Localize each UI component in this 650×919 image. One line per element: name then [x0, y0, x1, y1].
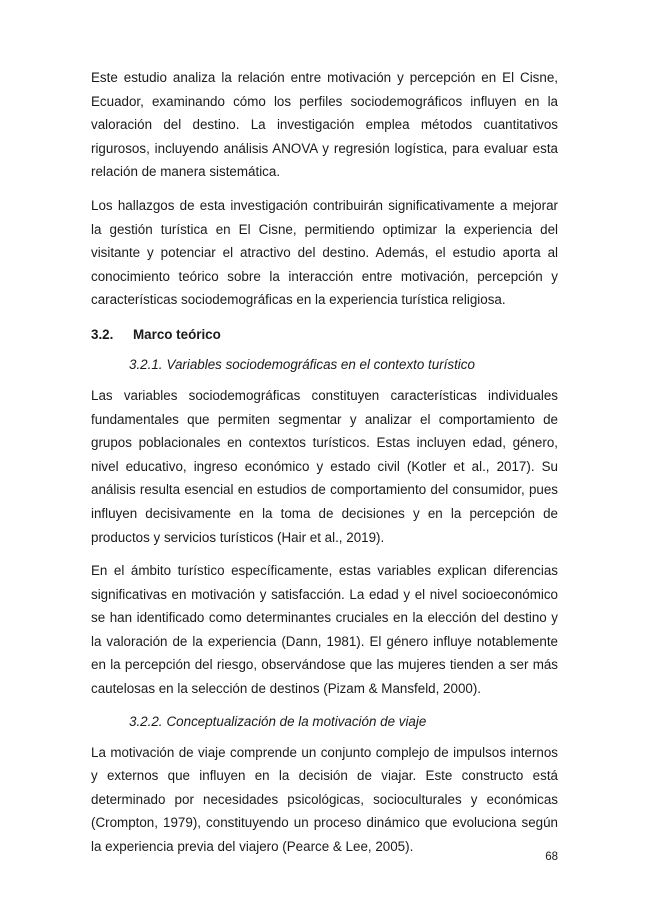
subsection-title: Variables sociodemográficas en el contexto turístico: [166, 356, 475, 372]
subsection-heading-1: [129, 354, 558, 376]
document-body: [91, 66, 558, 869]
intro-paragraph-1: Este estudio analiza la relación entre motivación y percepción en El Cisne, Ecuador, examinando cómo los perfiles sociodemográficos influyen en la valoración del destino. La investigación emplea métodos cuantitativos rigurosos, incluyendo análisis ANOVA y regresión logística, para evaluar esta relación de manera sistemática.: [91, 70, 558, 180]
section-number: 3.2.: [91, 326, 114, 342]
subsection-number: 3.2.2.: [129, 713, 163, 729]
section-title: Marco teórico: [133, 326, 221, 342]
subsection-title: Conceptualización de la motivación de viaje: [166, 713, 427, 729]
subsection-heading-2: [129, 711, 558, 733]
section-heading: [91, 324, 558, 346]
intro-paragraph-2: Los hallazgos de esta investigación contribuirán significativamente a mejorar la gestión turística en El Cisne, permitiendo optimizar la experiencia del visitante y potenciar el atractivo del destino. Además, el estudio aporta al conocimiento teórico sobre la interacción entre motivación, percepción y características sociodemográficas en la experiencia turística religiosa.: [91, 197, 558, 308]
subsection-1-paragraph-2: En el ámbito turístico específicamente, estas variables explican diferencias significativas en motivación y satisfacción. La edad y el nivel socioeconómico se han identificado como determinantes cruciales en la elección del destino y la valoración de la experiencia (Dann, 1981). El género influye notablemente en la percepción del riesgo, observándose que las mujeres tienden a ser más cautelosas en la selección de destinos (Pizam & Mansfeld, 2000).: [91, 563, 558, 697]
subsection-2-paragraph-1: La motivación de viaje comprende un conjunto complejo de impulsos internos y externos que influyen en la decisión de viajar. Este constructo está determinado por necesidades psicológicas, socioculturales y económicas (Crompton, 1979), constituyendo un proceso dinámico que evoluciona según la experiencia previa del viajero (Pearce & Lee, 2005).: [91, 744, 558, 855]
subsection-1-paragraph-1: Las variables sociodemográficas constituyen características individuales fundamentales que permiten segmentar y analizar el comportamiento de grupos poblacionales en contextos turísticos. Estas incluyen edad, género, nivel educativo, ingreso económico y estado civil (Kotler et al., 2017). Su análisis resulta esencial en estudios de comportamiento del consumidor, pues influyen decisivamente en la toma de decisiones y en la percepción de productos y servicios turísticos (Hair et al., 2019).: [91, 387, 558, 545]
subsection-number: 3.2.1.: [129, 356, 163, 372]
page-number: 68: [545, 851, 558, 863]
